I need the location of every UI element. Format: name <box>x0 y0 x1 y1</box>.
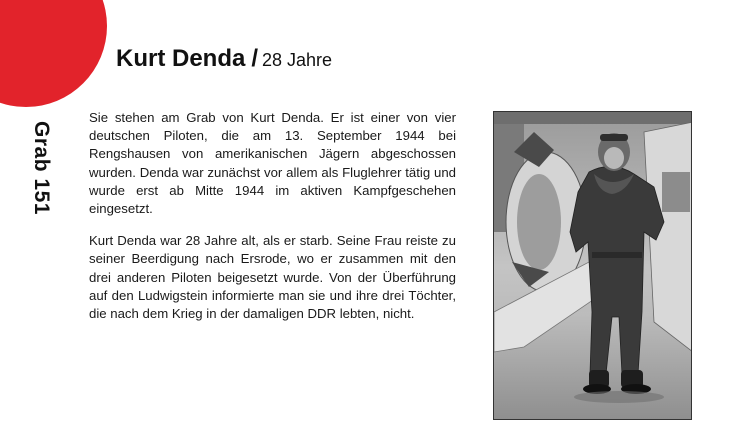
grave-number-label: Grab 151 <box>30 121 53 215</box>
red-circle-decoration <box>0 0 107 107</box>
pilot-photo <box>493 111 692 420</box>
title-separator: / <box>251 45 259 72</box>
biography-paragraph-2: Kurt Denda war 28 Jahre alt, als er starb. Seine Frau reiste zu seiner Beerdigung nach Ersrode, wo er zusammen mit den drei anderen Piloten beigesetzt wurde. Von der Überführung auf den Ludwigstein informierte man sie und ihre drei Töchter, die nach dem Krieg in der damaligen DDR lebten, nicht. <box>89 233 456 322</box>
person-age: 28 Jahre <box>262 50 333 70</box>
person-name: Kurt Denda <box>116 45 246 72</box>
biography-text <box>89 109 456 337</box>
page-title <box>116 45 332 73</box>
biography-paragraph-1: Sie stehen am Grab von Kurt Denda. Er ist einer von vier deutschen Piloten, die am 13. September 1944 bei Rengshausen von amerikanischen Jägern abgeschossen wurden. Denda war zunächst vor allem als Fluglehrer tätig und wurde erst ab Mitte 1944 im aktiven Kampfgeschehen eingesetzt. <box>89 110 456 217</box>
